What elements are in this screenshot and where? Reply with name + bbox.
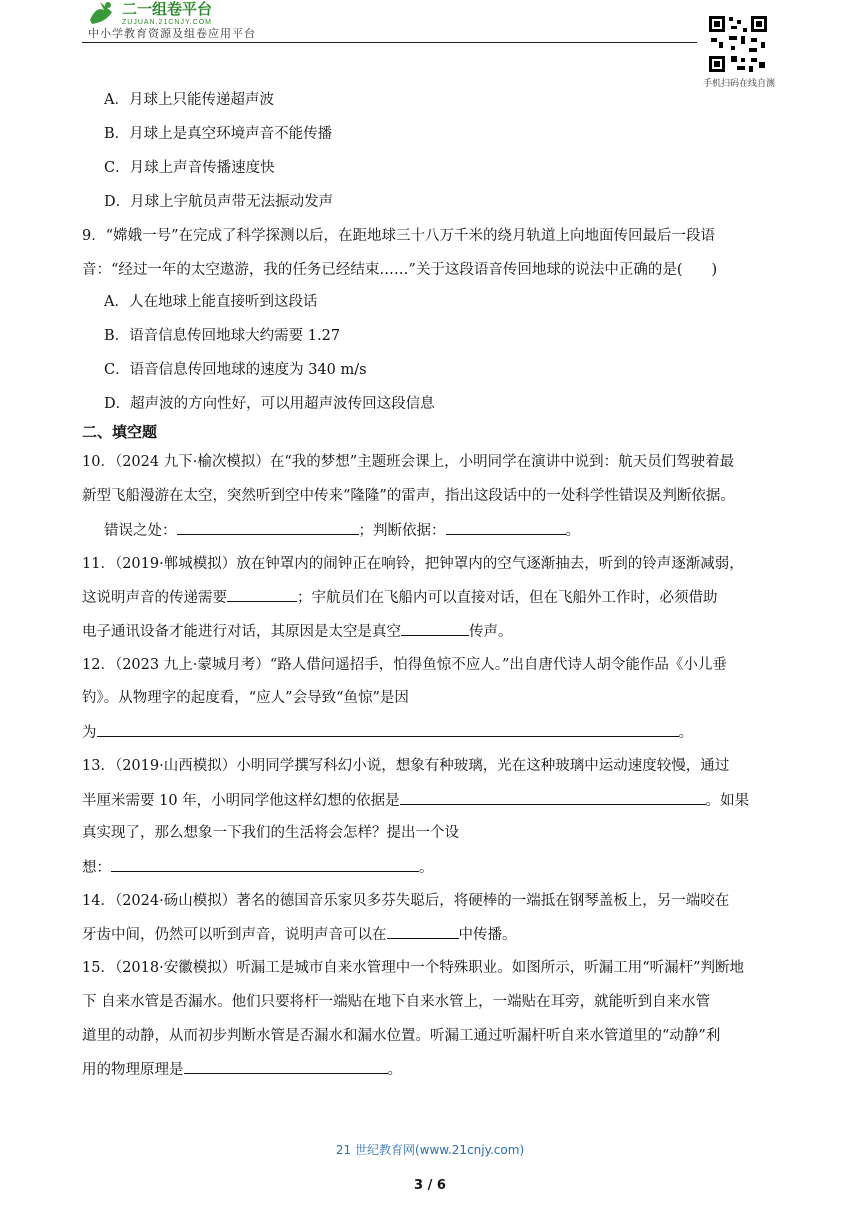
q8-option-a: A．月球上只能传递超声波: [104, 92, 274, 108]
q11-stem-line1: 11．（2019·郸城模拟）放在钟罩内的闹钟正在响铃，把钟罩内的空气逐渐抽去，听到的铃声逐渐减弱，: [82, 556, 744, 572]
q12-stem-line1: 12．（2023 九上·蒙城月考）“路人借问遥招手，怕得鱼惊不应人。”出自唐代诗人胡令能作品《小儿垂: [82, 657, 727, 673]
q12-blank[interactable]: [97, 722, 679, 737]
q13-stem-line3: 真实现了，那么想象一下我们的生活将会怎样？提出一个设: [82, 825, 459, 841]
qr-code-icon[interactable]: [707, 14, 769, 74]
q10-stem-line2: 新型飞船漫游在太空，突然听到空中传来“隆隆”的雷声，指出这段话中的一处科学性错误及判断依据。: [82, 488, 735, 504]
q9-option-c: C．语音信息传回地球的速度为 340 m/s: [104, 362, 367, 378]
page-number: 3 / 6: [414, 1178, 446, 1193]
q10-period: 。: [565, 523, 580, 539]
svg-text:二一组卷平台: 二一组卷平台: [122, 1, 213, 18]
q10-label-error: 错误之处：: [104, 523, 177, 539]
q9-option-d: D．超声波的方向性好，可以用超声波传回这段信息: [104, 396, 435, 412]
site-logo: [82, 0, 272, 26]
footer-site-link[interactable]: 21 世纪教育网(www.21cnjy.com): [335, 1143, 525, 1157]
q13-stem-line2: [82, 790, 749, 811]
qr-caption: 手机扫码在线自测: [702, 79, 775, 89]
q10-blank-error[interactable]: [177, 520, 359, 535]
q12-stem-line2: 钓》。从物理字的起度看，“应人”会导致“鱼惊”是因: [82, 690, 409, 706]
q9-stem-line2: 音：“经过一年的太空遨游，我的任务已经结束……”关于这段语音传回地球的说法中正确的是( ): [82, 262, 718, 278]
q13-blank-1[interactable]: [400, 790, 706, 805]
q13-answer-line: [82, 857, 434, 878]
q12-answer-line: [82, 722, 693, 743]
header-rule: [82, 42, 697, 43]
q10-blank-basis[interactable]: [446, 520, 566, 535]
q11-text-b: ；宇航员们在飞船内可以直接对话，但在飞船外工作时，必须借助: [297, 590, 718, 606]
q10-stem-line1: 10．（2024 九下·榆次模拟）在“我的梦想”主题班会课上，小明同学在演讲中说到：航天员们驾驶着最: [82, 454, 735, 470]
q9-option-b: B．语音信息传回地球大约需要 1.27: [104, 328, 341, 344]
q13-stem-line1: 13．（2019·山西模拟）小明同学撰写科幻小说，想象有种玻璃，光在这种玻璃中运动速度较慢，通过: [82, 758, 730, 774]
q11-text-d: 传声。: [469, 624, 513, 640]
q15-blank[interactable]: [184, 1059, 388, 1074]
q15-answer-line: [82, 1059, 402, 1080]
q8-option-b: B．月球上是真空环境声音不能传播: [104, 126, 333, 142]
q15-stem-line2: 下 自来水管是否漏水。他们只要将杆一端贴在地下自来水管上，一端贴在耳旁，就能听到自来水管: [82, 994, 711, 1010]
q11-text-c: 电子通讯设备才能进行对话，其原因是太空是真空: [82, 624, 401, 640]
q12-text-a: 为: [82, 725, 97, 741]
q13-text-a: 半厘米需要 10 年，小明同学他这样幻想的依据是: [82, 793, 400, 809]
q13-text-c: 想：: [82, 860, 111, 876]
q9-stem-line1: 9．“嫦娥一号”在完成了科学探测以后，在距地球三十八万千米的绕月轨道上向地面传回最后一段语: [82, 228, 716, 244]
q14-text-a: 牙齿中间，仍然可以听到声音，说明声音可以在: [82, 927, 387, 943]
q8-option-d: D．月球上宇航员声带无法振动发声: [104, 194, 334, 210]
q14-stem-line1: 14．（2024·砀山模拟）著名的德国音乐家贝多芬失聪后，将硬棒的一端抵在钢琴盖板上，另一端咬在: [82, 893, 730, 909]
q11-blank-2[interactable]: [401, 621, 469, 636]
q14-blank[interactable]: [387, 924, 459, 939]
q15-text-a: 用的物理原理是: [82, 1062, 184, 1078]
q11-stem-line2: [82, 587, 718, 608]
q14-stem-line2: [82, 924, 517, 945]
page-header: [82, 0, 697, 44]
q13-period: 。: [419, 860, 434, 876]
q15-period: 。: [387, 1062, 402, 1078]
section-title-fill-blank: 二、填空题: [82, 423, 158, 441]
q15-stem-line3: 道里的动静，从而初步判断水管是否漏水和漏水位置。听漏工通过听漏杆听自来水管道里的“动静”利: [82, 1028, 721, 1044]
q13-text-b: 。如果: [705, 793, 750, 809]
q14-text-b: 中传播。: [458, 927, 517, 943]
q11-text-a: 这说明声音的传递需要: [82, 590, 227, 606]
q13-blank-2[interactable]: [111, 857, 419, 872]
q8-option-c: C．月球上声音传播速度快: [104, 160, 275, 176]
q9-option-a: A．人在地球上能直接听到这段话: [104, 294, 318, 310]
site-subtitle: 中小学教育资源及组卷应用平台: [88, 27, 256, 40]
q12-period: 。: [678, 725, 693, 741]
q11-stem-line3: [82, 621, 513, 642]
svg-text:ZUJUAN.21CNJY.COM: ZUJUAN.21CNJY.COM: [122, 19, 212, 26]
q15-stem-line1: 15．（2018·安徽模拟）听漏工是城市自来水管理中一个特殊职业。如图所示，听漏工用“听漏杆”判断地: [82, 960, 745, 976]
q10-label-basis: ；判断依据：: [358, 523, 446, 539]
q10-answer-line: [104, 520, 580, 541]
q11-blank-1[interactable]: [227, 587, 297, 602]
